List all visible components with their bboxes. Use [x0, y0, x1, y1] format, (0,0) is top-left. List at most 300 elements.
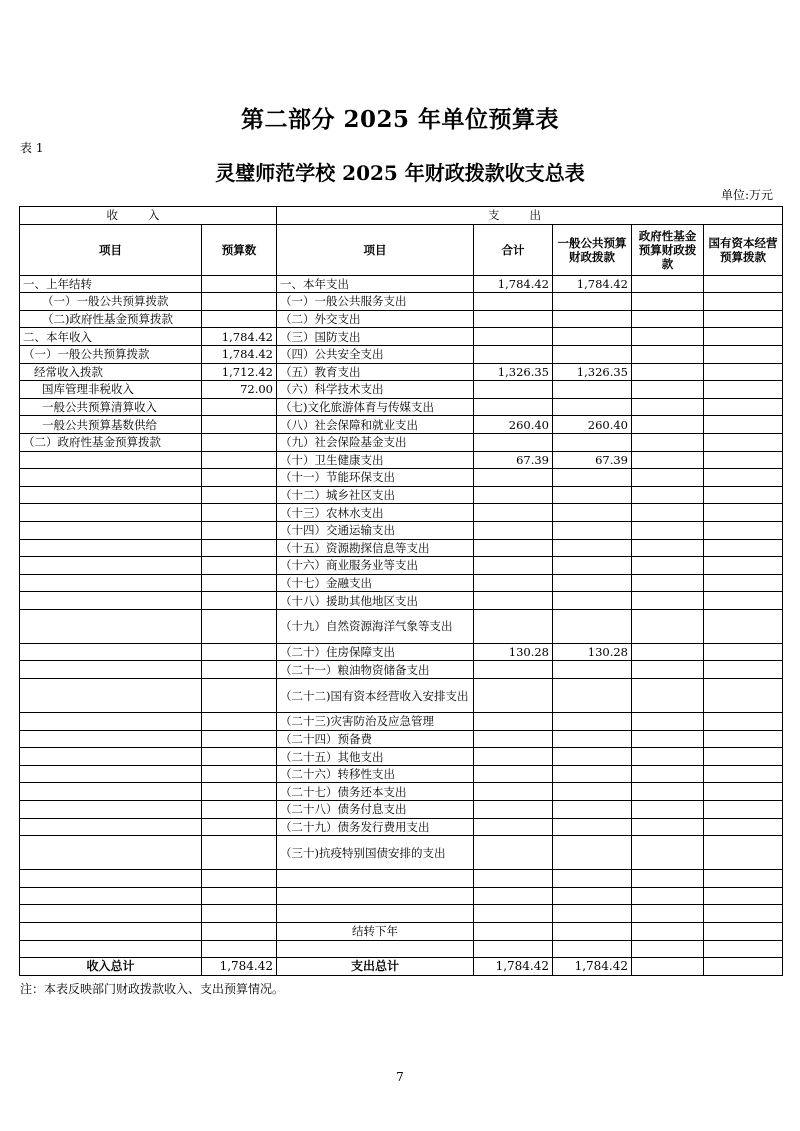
table-row [20, 486, 783, 504]
expense-item: （二十三)灾害防治及应急管理 [277, 713, 474, 731]
expense-item: （十七）金融支出 [277, 574, 474, 592]
expense-item [277, 905, 474, 923]
table-row [20, 923, 783, 941]
income-item [20, 783, 202, 801]
income-value [202, 643, 277, 661]
expense-total [474, 433, 553, 451]
table-row [20, 940, 783, 958]
fund-budget-value [632, 836, 704, 870]
income-item [20, 609, 202, 643]
fund-budget-value [632, 923, 704, 941]
income-item [20, 905, 202, 923]
income-value [202, 416, 277, 434]
general-budget-value [553, 486, 632, 504]
expense-item: （二十一）粮油物资储备支出 [277, 661, 474, 679]
expense-item: （二十八）债务付息支出 [277, 801, 474, 819]
income-item [20, 836, 202, 870]
income-value [202, 451, 277, 469]
income-item: 经常收入拨款 [20, 363, 202, 381]
table-row [20, 679, 783, 713]
table-row [20, 905, 783, 923]
table-row [20, 293, 783, 311]
income-item [20, 887, 202, 905]
income-item: 一般公共预算清算收入 [20, 398, 202, 416]
fund-budget-value [632, 643, 704, 661]
general-budget-value [553, 940, 632, 958]
expense-item: （二十六）转移性支出 [277, 765, 474, 783]
general-budget-value: 260.40 [553, 416, 632, 434]
expense-total [474, 870, 553, 888]
expense-header: 支出 [277, 207, 783, 225]
expense-item: （二十四）预备费 [277, 730, 474, 748]
income-value [202, 275, 277, 293]
income-item [20, 923, 202, 941]
general-budget-value [553, 679, 632, 713]
expense-total [474, 940, 553, 958]
table-row [20, 643, 783, 661]
table-row [20, 345, 783, 363]
expense-total [474, 783, 553, 801]
expense-total: 130.28 [474, 643, 553, 661]
state-capital-value [704, 661, 783, 679]
expense-total [474, 557, 553, 575]
fund-budget-value [632, 801, 704, 819]
expense-total [474, 836, 553, 870]
table-row [20, 521, 783, 539]
expense-total [474, 293, 553, 311]
general-budget-value [553, 923, 632, 941]
expense-item: （十六）商业服务业等支出 [277, 557, 474, 575]
table-row [20, 275, 783, 293]
header-row-top [20, 207, 783, 225]
income-item [20, 643, 202, 661]
fund-budget-value [632, 905, 704, 923]
fund-budget-value [632, 574, 704, 592]
income-value [202, 836, 277, 870]
col-general-budget: 一般公共预算财政拨款 [553, 224, 632, 275]
income-value [202, 661, 277, 679]
fund-budget-value [632, 381, 704, 399]
fund-budget-value [632, 713, 704, 731]
income-item [20, 940, 202, 958]
expense-item: 一、本年支出 [277, 275, 474, 293]
table-row [20, 730, 783, 748]
header-row [20, 224, 783, 275]
fund-budget-value [632, 275, 704, 293]
income-value [202, 905, 277, 923]
expense-total [474, 713, 553, 731]
state-capital-value [704, 730, 783, 748]
fund-budget-value [632, 433, 704, 451]
expense-item [277, 940, 474, 958]
expense-total [474, 381, 553, 399]
income-value [202, 748, 277, 766]
expense-item: （十八）援助其他地区支出 [277, 592, 474, 610]
state-capital-value [704, 381, 783, 399]
expense-total [474, 887, 553, 905]
fund-budget-value [632, 345, 704, 363]
expense-item: （五）教育支出 [277, 363, 474, 381]
state-capital-value [704, 783, 783, 801]
general-budget-value [553, 433, 632, 451]
col-expense-item: 项目 [277, 224, 474, 275]
state-capital-value [704, 940, 783, 958]
income-item [20, 661, 202, 679]
general-budget-value [553, 310, 632, 328]
fund-budget-value [632, 940, 704, 958]
income-value [202, 504, 277, 522]
fund-budget-value [632, 416, 704, 434]
expense-item: （一）一般公共服务支出 [277, 293, 474, 311]
income-item [20, 870, 202, 888]
table-row [20, 398, 783, 416]
general-budget-value [553, 398, 632, 416]
fund-budget-value [632, 887, 704, 905]
fund-budget-value [632, 557, 704, 575]
table-row [20, 748, 783, 766]
table-row [20, 592, 783, 610]
fund-budget-value [632, 521, 704, 539]
income-value [202, 310, 277, 328]
fund-budget-value [632, 609, 704, 643]
expense-total-value: 1,784.42 [474, 958, 553, 976]
fund-budget-value [632, 310, 704, 328]
income-value [202, 609, 277, 643]
table-row [20, 557, 783, 575]
general-budget-value [553, 609, 632, 643]
table-row [20, 836, 783, 870]
income-header: 收入 [20, 207, 277, 225]
general-budget-value [553, 381, 632, 399]
general-budget-value [553, 574, 632, 592]
general-budget-value [553, 328, 632, 346]
page-title: 第二部分 2025 年单位预算表 [240, 106, 560, 133]
fund-budget-value [632, 504, 704, 522]
income-item [20, 765, 202, 783]
table-note: 注：本表反映部门财政拨款收入、支出预算情况。 [20, 982, 285, 996]
state-capital-value [704, 451, 783, 469]
general-budget-value [553, 661, 632, 679]
table-row [20, 310, 783, 328]
income-item [20, 486, 202, 504]
expense-total [474, 801, 553, 819]
expense-item: （二十七）债务还本支出 [277, 783, 474, 801]
table-row [20, 363, 783, 381]
income-item [20, 521, 202, 539]
income-value [202, 592, 277, 610]
expense-item: （十九）自然资源海洋气象等支出 [277, 609, 474, 643]
income-value [202, 574, 277, 592]
fund-budget-value [632, 870, 704, 888]
expense-item: （八）社会保障和就业支出 [277, 416, 474, 434]
fund-budget-value [632, 539, 704, 557]
table-row [20, 469, 783, 487]
expense-item: （十四）交通运输支出 [277, 521, 474, 539]
general-budget-value [553, 345, 632, 363]
col-state-capital: 国有资本经营预算拨款 [704, 224, 783, 275]
state-capital-value [704, 486, 783, 504]
general-budget-value: 1,784.42 [553, 275, 632, 293]
fund-budget-value [632, 748, 704, 766]
general-budget-value [553, 748, 632, 766]
expense-total: 67.39 [474, 451, 553, 469]
table-row [20, 870, 783, 888]
income-value [202, 539, 277, 557]
expense-total [474, 905, 553, 923]
income-item: 一、上年结转 [20, 275, 202, 293]
income-value [202, 940, 277, 958]
table-row [20, 328, 783, 346]
col-fund-budget: 政府性基金预算财政拨款 [632, 224, 704, 275]
col-total: 合计 [474, 224, 553, 275]
expense-item: （十一）节能环保支出 [277, 469, 474, 487]
income-item: （一）一般公共预算拨款 [20, 345, 202, 363]
income-item [20, 574, 202, 592]
income-value [202, 521, 277, 539]
expense-item: （六）科学技术支出 [277, 381, 474, 399]
state-capital-value [704, 818, 783, 836]
expense-total [474, 345, 553, 363]
state-capital-value [704, 801, 783, 819]
income-item [20, 469, 202, 487]
state-capital-value [704, 469, 783, 487]
state-capital-value [704, 275, 783, 293]
state-capital-value [704, 609, 783, 643]
expense-total [474, 539, 553, 557]
fund-budget-value [632, 486, 704, 504]
income-item [20, 801, 202, 819]
income-item: 一般公共预算基数供给 [20, 416, 202, 434]
col-income-item: 项目 [20, 224, 202, 275]
fund-budget-value [632, 661, 704, 679]
state-capital-value [704, 539, 783, 557]
general-budget-value [553, 801, 632, 819]
table-row [20, 783, 783, 801]
expense-total [474, 661, 553, 679]
expense-item: （十）卫生健康支出 [277, 451, 474, 469]
unit-label: 单位:万元 [720, 188, 773, 202]
table-row [20, 887, 783, 905]
state-capital-value [704, 870, 783, 888]
expense-total [474, 679, 553, 713]
fund-budget-value [632, 469, 704, 487]
expense-total: 1,784.42 [474, 275, 553, 293]
general-budget-value [553, 592, 632, 610]
income-value [202, 557, 277, 575]
table-row [20, 713, 783, 731]
fund-budget-value [632, 765, 704, 783]
income-item: （二）政府性基金预算拨款 [20, 433, 202, 451]
table-row [20, 416, 783, 434]
state-capital-value [704, 504, 783, 522]
fund-budget-value [632, 328, 704, 346]
general-budget-value [553, 818, 632, 836]
state-capital-value [704, 836, 783, 870]
fund-budget-value [632, 293, 704, 311]
table-row [20, 818, 783, 836]
state-capital-value [704, 923, 783, 941]
expense-total-fund [632, 958, 704, 976]
income-item [20, 504, 202, 522]
general-budget-value [553, 521, 632, 539]
general-budget-value [553, 765, 632, 783]
expense-total [474, 469, 553, 487]
fund-budget-value [632, 451, 704, 469]
income-item [20, 557, 202, 575]
general-budget-value [553, 836, 632, 870]
expense-item: （四）公共安全支出 [277, 345, 474, 363]
table-row [20, 451, 783, 469]
fund-budget-value [632, 818, 704, 836]
expense-total [474, 765, 553, 783]
state-capital-value [704, 905, 783, 923]
income-value [202, 765, 277, 783]
income-item: 国库管理非税收入 [20, 381, 202, 399]
table-title: 灵璧师范学校 2025 年财政拨款收支总表 [215, 161, 585, 185]
table-row [20, 433, 783, 451]
income-item [20, 539, 202, 557]
state-capital-value [704, 328, 783, 346]
expense-total [474, 748, 553, 766]
general-budget-value [553, 469, 632, 487]
general-budget-value [553, 293, 632, 311]
general-budget-value [553, 713, 632, 731]
state-capital-value [704, 363, 783, 381]
expense-total [474, 923, 553, 941]
income-value [202, 433, 277, 451]
expense-item: （二）外交支出 [277, 310, 474, 328]
income-value [202, 887, 277, 905]
income-value [202, 486, 277, 504]
expense-total [474, 486, 553, 504]
table-row [20, 539, 783, 557]
expense-item: （七)文化旅游体育与传媒支出 [277, 398, 474, 416]
income-value [202, 713, 277, 731]
income-value: 1,784.42 [202, 328, 277, 346]
income-value [202, 293, 277, 311]
fund-budget-value [632, 679, 704, 713]
fund-budget-value [632, 592, 704, 610]
income-item: （二)政府性基金预算拨款 [20, 310, 202, 328]
state-capital-value [704, 345, 783, 363]
table-row [20, 504, 783, 522]
income-value [202, 730, 277, 748]
general-budget-value: 1,326.35 [553, 363, 632, 381]
expense-total [474, 398, 553, 416]
income-value [202, 870, 277, 888]
state-capital-value [704, 310, 783, 328]
income-item [20, 818, 202, 836]
expense-total: 260.40 [474, 416, 553, 434]
expense-item: （二十二)国有资本经营收入安排支出 [277, 679, 474, 713]
state-capital-value [704, 416, 783, 434]
income-value [202, 679, 277, 713]
expense-total [474, 609, 553, 643]
expense-total [474, 521, 553, 539]
expense-total [474, 310, 553, 328]
expense-total [474, 592, 553, 610]
table-row [20, 609, 783, 643]
expense-item: （二十）住房保障支出 [277, 643, 474, 661]
state-capital-value [704, 398, 783, 416]
budget-table [19, 206, 783, 976]
income-value [202, 818, 277, 836]
table-label: 表 1 [20, 141, 44, 155]
expense-total: 1,326.35 [474, 363, 553, 381]
income-value [202, 801, 277, 819]
general-budget-value: 67.39 [553, 451, 632, 469]
expense-total [474, 818, 553, 836]
general-budget-value: 130.28 [553, 643, 632, 661]
expense-item: （二十五）其他支出 [277, 748, 474, 766]
state-capital-value [704, 748, 783, 766]
table-row [20, 574, 783, 592]
expense-total [474, 504, 553, 522]
general-budget-value [553, 783, 632, 801]
general-budget-value [553, 887, 632, 905]
table-row [20, 381, 783, 399]
state-capital-value [704, 521, 783, 539]
income-item: 二、本年收入 [20, 328, 202, 346]
income-item [20, 592, 202, 610]
income-value [202, 783, 277, 801]
income-item [20, 748, 202, 766]
general-budget-value [553, 870, 632, 888]
table-row [20, 765, 783, 783]
expense-item [277, 870, 474, 888]
fund-budget-value [632, 730, 704, 748]
expense-item: 结转下年 [277, 923, 474, 941]
general-budget-value [553, 905, 632, 923]
expense-item: （三十)抗疫特别国债安排的支出 [277, 836, 474, 870]
state-capital-value [704, 679, 783, 713]
state-capital-value [704, 592, 783, 610]
income-item [20, 730, 202, 748]
expense-total-general: 1,784.42 [553, 958, 632, 976]
expense-item: （三）国防支出 [277, 328, 474, 346]
income-item [20, 679, 202, 713]
income-item [20, 451, 202, 469]
fund-budget-value [632, 398, 704, 416]
fund-budget-value [632, 363, 704, 381]
general-budget-value [553, 539, 632, 557]
totals-row [20, 958, 783, 976]
income-value [202, 923, 277, 941]
state-capital-value [704, 574, 783, 592]
fund-budget-value [632, 783, 704, 801]
state-capital-value [704, 887, 783, 905]
expense-total [474, 730, 553, 748]
state-capital-value [704, 557, 783, 575]
income-value: 1,712.42 [202, 363, 277, 381]
table-row [20, 661, 783, 679]
income-value: 72.00 [202, 381, 277, 399]
income-item: （一）一般公共预算拨款 [20, 293, 202, 311]
page-number: 7 [396, 1070, 404, 1084]
income-value: 1,784.42 [202, 345, 277, 363]
col-income-budget: 预算数 [202, 224, 277, 275]
state-capital-value [704, 643, 783, 661]
expense-item: （十五）资源勘探信息等支出 [277, 539, 474, 557]
expense-item: （二十九）债务发行费用支出 [277, 818, 474, 836]
expense-item [277, 887, 474, 905]
expense-total-label: 支出总计 [277, 958, 474, 976]
expense-total-state [704, 958, 783, 976]
expense-item: （十二）城乡社区支出 [277, 486, 474, 504]
general-budget-value [553, 504, 632, 522]
expense-total [474, 328, 553, 346]
state-capital-value [704, 765, 783, 783]
